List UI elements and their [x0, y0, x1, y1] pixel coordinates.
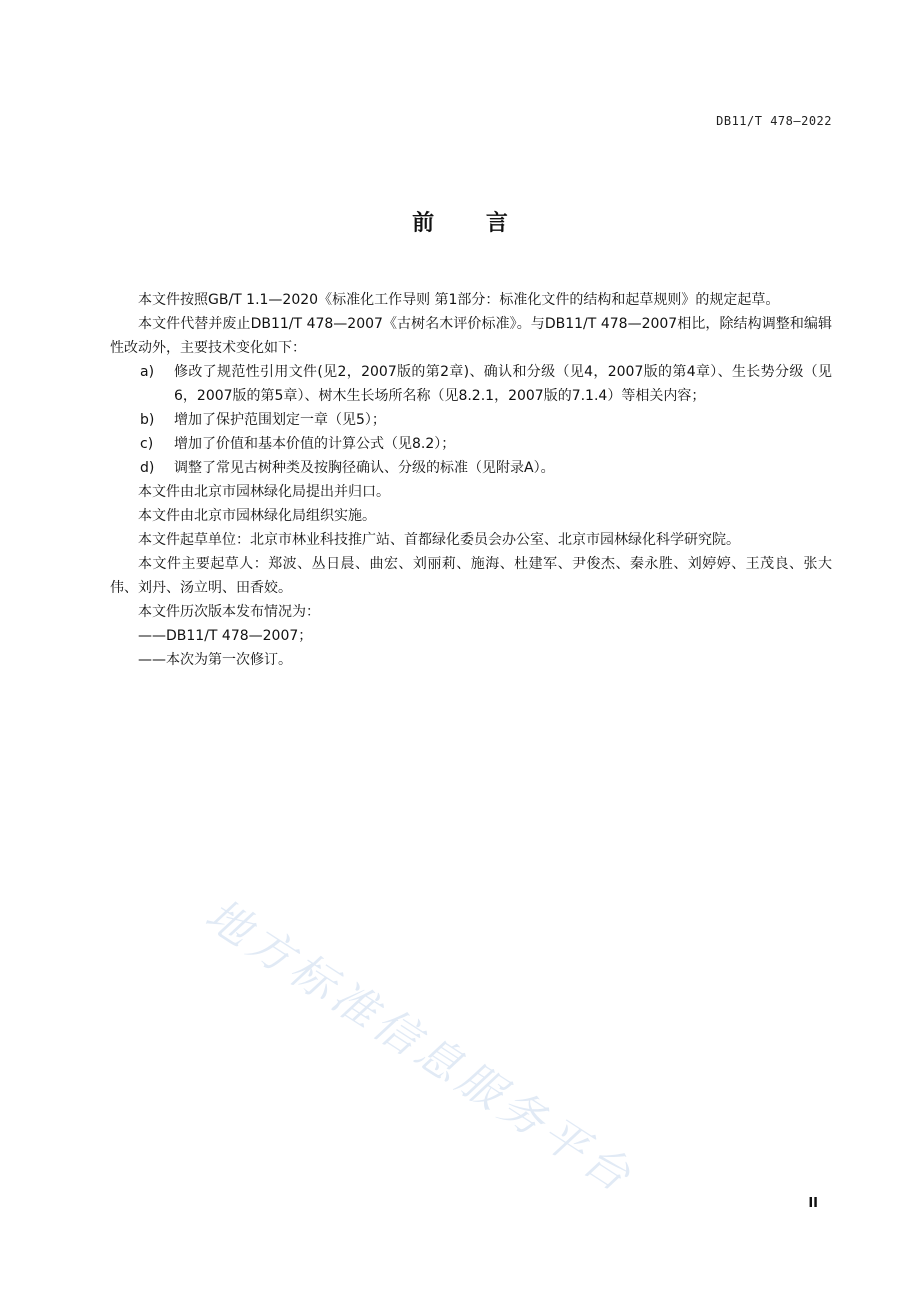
paragraph-implementer: 本文件由北京市园林绿化局组织实施。 — [138, 508, 376, 524]
list-marker: b) — [140, 412, 155, 428]
history-entry: ——DB11/T 478—2007； — [138, 628, 313, 644]
list-item — [110, 456, 832, 480]
paragraph-history-intro: 本文件历次版本发布情况为： — [138, 604, 320, 620]
list-marker: c) — [140, 436, 154, 452]
list-item-text: 增加了价值和基本价值的计算公式（见8.2）； — [174, 436, 456, 452]
list-item-text: 修改了规范性引用文件(见2，2007版的第2章)、确认和分级（见4，2007版的第4章）、生长势分级（见6，2007版的第5章）、树木生长场所名称（见8.2.1，2007版的7.1.4）等相关内容； — [174, 364, 832, 404]
list-item — [110, 408, 832, 432]
page-number: II — [808, 1196, 818, 1211]
list-marker: d) — [140, 460, 155, 476]
paragraph-replacement: 本文件代替并废止DB11/T 478—2007《古树名木评价标准》。与DB11/T 478—2007相比，除结构调整和编辑性改动外，主要技术变化如下： — [110, 316, 832, 356]
paragraph-drafting-basis: 本文件按照GB/T 1.1—2020《标准化工作导则 第1部分：标准化文件的结构和起草规则》的规定起草。 — [138, 292, 780, 308]
list-item-text: 调整了常见古树种类及按胸径确认、分级的标准（见附录A）。 — [174, 460, 555, 476]
paragraph-proposer: 本文件由北京市园林绿化局提出并归口。 — [138, 484, 390, 500]
list-item — [110, 432, 832, 456]
standard-code: DB11/T 478—2022 — [716, 114, 832, 128]
paragraph-drafting-units: 本文件起草单位：北京市林业科技推广站、首都绿化委员会办公室、北京市园林绿化科学研究院。 — [138, 532, 740, 548]
list-marker: a) — [140, 364, 155, 380]
paragraph-drafters: 本文件主要起草人：郑波、丛日晨、曲宏、刘丽莉、施海、杜建军、尹俊杰、秦永胜、刘婷婷、王茂良、张大伟、刘丹、汤立明、田香姣。 — [110, 556, 832, 596]
page-title: 前 言 — [412, 211, 530, 236]
history-entry: ——本次为第一次修订。 — [138, 652, 292, 668]
list-item-text: 增加了保护范围划定一章（见5）； — [174, 412, 386, 428]
watermark: 地方标准信息服务平台 — [196, 889, 644, 1205]
list-item — [110, 360, 832, 408]
document-body — [110, 288, 832, 672]
